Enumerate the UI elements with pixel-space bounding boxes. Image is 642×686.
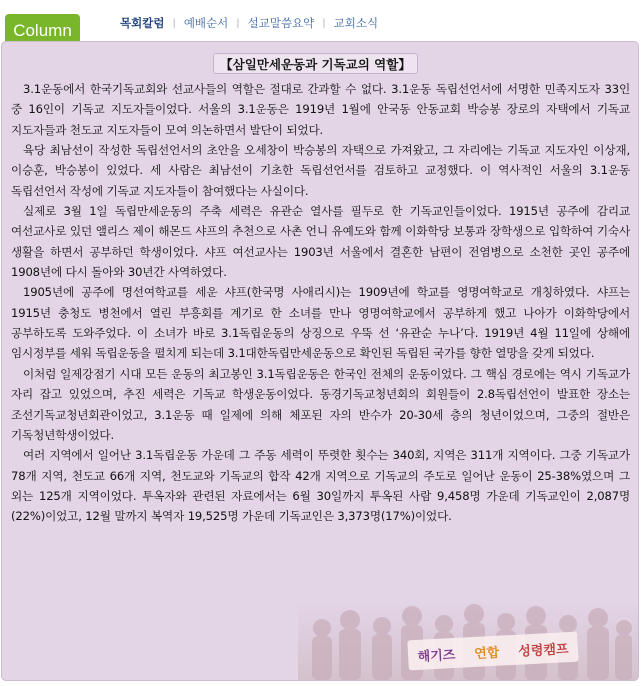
nav-item-worship-order[interactable]: 예배순서: [183, 16, 229, 30]
banner-word: 연합: [473, 645, 500, 662]
nav-item-pastoral-column[interactable]: 목회칼럼: [120, 16, 165, 30]
nav-separator: |: [172, 17, 176, 29]
article-body: [11, 79, 630, 527]
banner-word: 성령캠프: [517, 641, 569, 660]
column-logo-text: Column: [13, 21, 72, 40]
youth-camp-photo: [298, 560, 638, 680]
nav-separator: |: [322, 17, 326, 29]
nav-item-church-news[interactable]: 교회소식: [333, 16, 379, 30]
article-paragraph: 실제로 3월 1일 독립만세운동의 주축 세력은 유관순 열사를 필두로 한 기독교인들이었다. 1915년 공주에 감리교 여선교사로 있던 앨리스 제이 해몬드 샤프의 추천으로 사촌 언니 유예도와 함께 이화학당 보통과 장학생으로 입학하여 기숙사 생활을 하면서 공부하던 학생이었다. 샤프 여선교사는 1903년 서울에서 결혼한 남편이 전염병으로 소천한 곳인 공주에 1908년에 다시 돌아와 30년간 사역하였다.: [11, 204, 630, 280]
article-paragraph: 1905년에 공주에 명선여학교를 세운 샤프(한국명 사애리시)는 1909년에 학교를 영명여학교로 개칭하였다. 샤프는 1915년 충청도 병천에서 열린 부흥회를 계기로 한 소녀를 만나 영명여학교에서 공부하게 했고 나아가 이화학당에서 공부하도록 도와주었다. 이 소녀가 바로 3.1독립운동의 상징으로 우뚝 선 ‘유관순 누나’다. 1919년 4월 11일에 상해에 임시정부를 세워 독립운동을 펼치게 되는데 3.1대한독립만세운동으로 확인된 독립된 국가를 향한 열망을 갖게 되었다.: [11, 285, 630, 361]
top-nav: [118, 14, 380, 32]
article-title: 【삼일만세운동과 기독교의 역할】: [213, 53, 418, 74]
nav-item-sermon-summary[interactable]: 설교말씀요약: [247, 16, 315, 30]
banner-word: 해기즈: [417, 647, 456, 665]
article-panel: [1, 41, 639, 681]
article-paragraph: 이처럼 일제강점기 시대 모든 운동의 최고봉인 3.1독립운동은 한국인 전체의 운동이었다. 그 핵심 경로에는 역시 기독교가 자리 잡고 있었으며, 추진 세력은 기독교 학생운동이었다. 동경기독교청년회의 회원들이 2.8독립선언이 발표한 장소는 조선기독교청년회관이었고, 3.1운동 때 일제에 의해 체포된 자의 반수가 20-30세 층의 청년이었으며, 그중의 절반은 기독청년학생이었다.: [11, 366, 630, 442]
nav-separator: |: [236, 17, 240, 29]
article-paragraph: 3.1운동에서 한국기독교회와 선교사들의 역할은 절대로 간과할 수 없다. 3.1운동 독립선언서에 서명한 민족지도자 33인 중 16인이 기독교 지도자들이었다. 서울의 3.1운동은 1919년 1월에 안국동 안동교회 박승봉 장로의 자택에서 기독교 지도자들과 천도교 지도자들이 모여 의논하면서 발단이 되었다.: [11, 82, 630, 137]
article-paragraph: 여러 지역에서 일어난 3.1독립운동 가운데 그 주동 세력이 뚜렷한 횟수는 340회, 지역은 311개 지역이다. 그중 기독교가 78개 지역, 천도교 66개 지역, 천도교와 기독교의 합작 42개 지역으로 기독교의 주도로 일어난 운동이 25-38%였으며 그 외는 125개 지역이었다. 투옥자와 관련된 자료에서는 6월 30일까지 투옥된 사람 9,458명 가운데 기독교인이 2,087명(22%)이었고, 12월 말까지 복역자 19,525명 가운데 기독교인은 3,373명(17%)이었다.: [11, 448, 630, 524]
article-paragraph: 육당 최남선이 작성한 독립선언서의 초안을 오세창이 박승봉의 자택으로 가져왔고, 그 자리에는 기독교 지도자인 이상재, 이승훈, 박승봉이 있었다. 세 사람은 최남선이 기초한 독립선언서를 검토하고 교정했다. 이 역사적인 서울의 3.1운동 독립선언서 작성에 기독교 지도자들이 참여했다는 사실이다.: [11, 143, 630, 198]
